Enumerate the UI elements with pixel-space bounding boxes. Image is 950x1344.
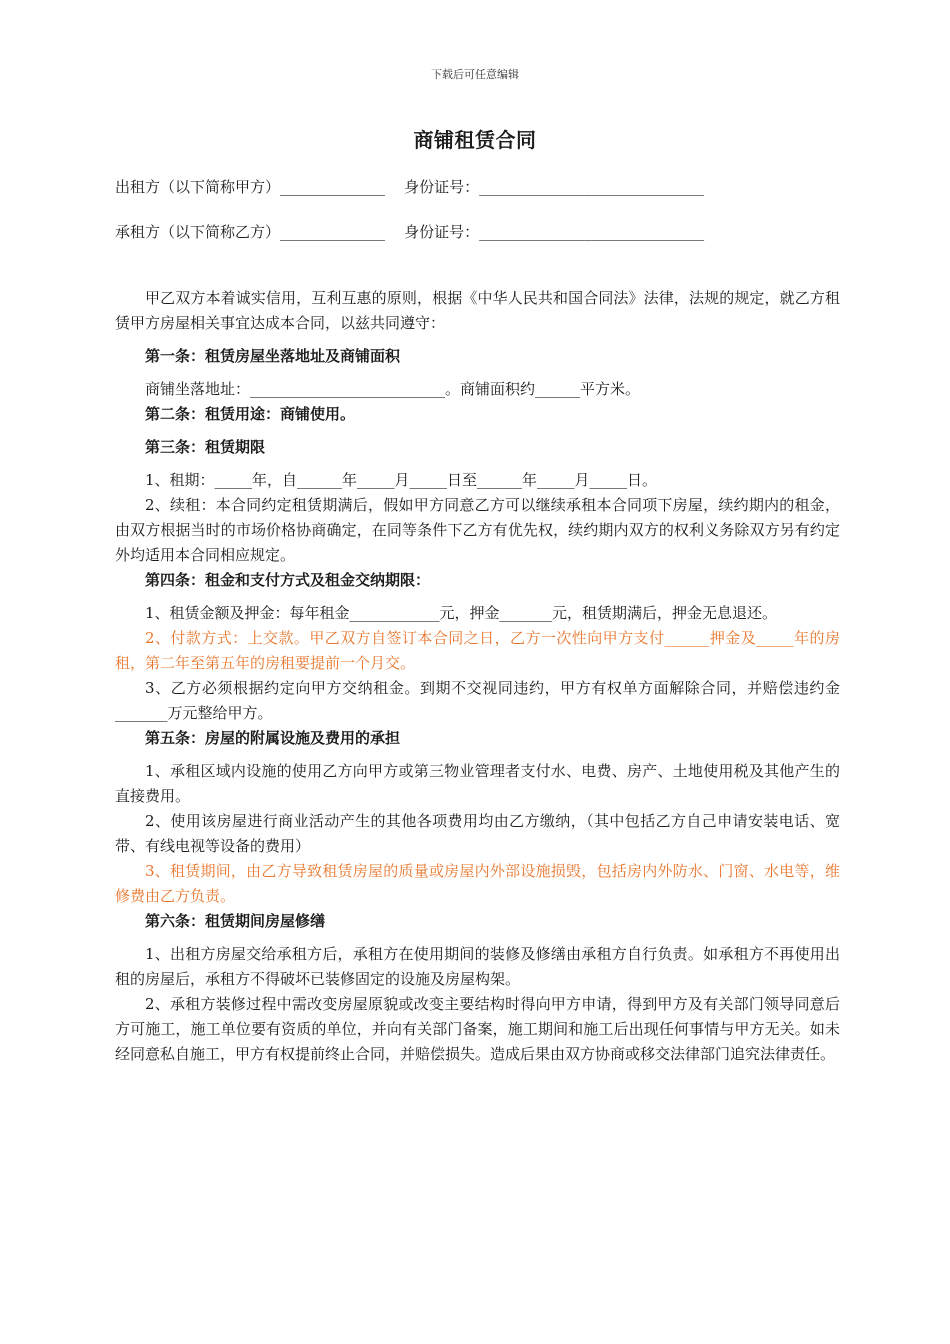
article-4-obligation: 3、乙方必须根据约定向甲方交纳租金。到期不交视同违约，甲方有权单方面解除合同，并赔偿违约金_______万元整给甲方。	[115, 679, 840, 722]
article-4-payment-method: 2、付款方式：上交款。甲乙双方自签订本合同之日，乙方一次性向甲方支付______押金及_____年的房租，第二年至第五年的房租要提前一个月交。	[115, 629, 840, 672]
article-3-renewal: 2、续租：本合同约定租赁期满后，假如甲方同意乙方可以继续承租本合同项下房屋，续约期内的租金，由双方根据当时的市场价格协商确定，在同等条件下乙方有优先权，续约期内双方的权利义务除双方另有约定外均适用本合同相应规定。	[115, 496, 840, 564]
article-5-damage: 3、租赁期间，由乙方导致租赁房屋的质量或房屋内外部设施损毁，包括房内外防水、门窗、水电等，维修费由乙方负责。	[115, 862, 840, 905]
article-2-heading: 第二条：租赁用途：商铺使用。	[145, 405, 356, 423]
contract-title: 商铺租赁合同	[413, 128, 537, 152]
article-5-utilities: 1、承租区域内设施的使用乙方向甲方或第三物业管理者支付水、电费、房产、土地使用税及其他产生的直接费用。	[115, 762, 840, 805]
article-1-heading: 第一条：租赁房屋坐落地址及商铺面积	[145, 347, 401, 365]
header-note: 下载后可任意编辑	[431, 68, 519, 81]
article-5-other-fees: 2、使用该房屋进行商业活动产生的其他各项费用均由乙方缴纳，（其中包括乙方自己申请安装电话、宽带、有线电视等设备的费用）	[115, 812, 840, 855]
article-6-maintenance: 1、出租方房屋交给承租方后，承租方在使用期间的装修及修缮由承租方自行负责。如承租方不再使用出租的房屋后，承租方不得破坏已装修固定的设施及房屋构架。	[115, 945, 840, 988]
lessee-line: 承租方（以下简称乙方）______________ 身份证号：______________________________	[115, 223, 705, 241]
contract-body	[115, 286, 840, 1067]
article-4-heading: 第四条：租金和支付方式及租金交纳期限：	[145, 571, 431, 589]
article-5-heading: 第五条：房屋的附属设施及费用的承担	[145, 729, 401, 747]
lessor-line: 出租方（以下简称甲方）______________ 身份证号：______________________________	[115, 178, 705, 196]
article-6-renovation: 2、承租方装修过程中需改变房屋原貌或改变主要结构时得向甲方申请，得到甲方及有关部门领导同意后方可施工，施工单位要有资质的单位，并向有关部门备案，施工期间和施工后出现任何事情与甲方无关。如未经同意私自施工，甲方有权提前终止合同，并赔偿损失。造成后果由双方协商或移交法律部门追究法律责任。	[115, 995, 840, 1063]
intro-paragraph: 甲乙双方本着诚实信用，互利互惠的原则，根据《中华人民共和国合同法》法律，法规的规定，就乙方租赁甲方房屋相关事宜达成本合同，以兹共同遵守：	[115, 289, 840, 332]
article-4-rent-deposit: 1、租赁金额及押金：每年租金____________元，押金_______元，租赁期满后，押金无息退还。	[145, 604, 778, 622]
article-3-heading: 第三条：租赁期限	[145, 438, 266, 456]
article-3-term: 1、租期：_____年，自______年_____月_____日至______年_____月_____日。	[145, 471, 658, 489]
article-6-heading: 第六条：租赁期间房屋修缮	[145, 912, 326, 930]
article-1-text: 商铺坐落地址：__________________________。商铺面积约______平方米。	[145, 380, 641, 398]
